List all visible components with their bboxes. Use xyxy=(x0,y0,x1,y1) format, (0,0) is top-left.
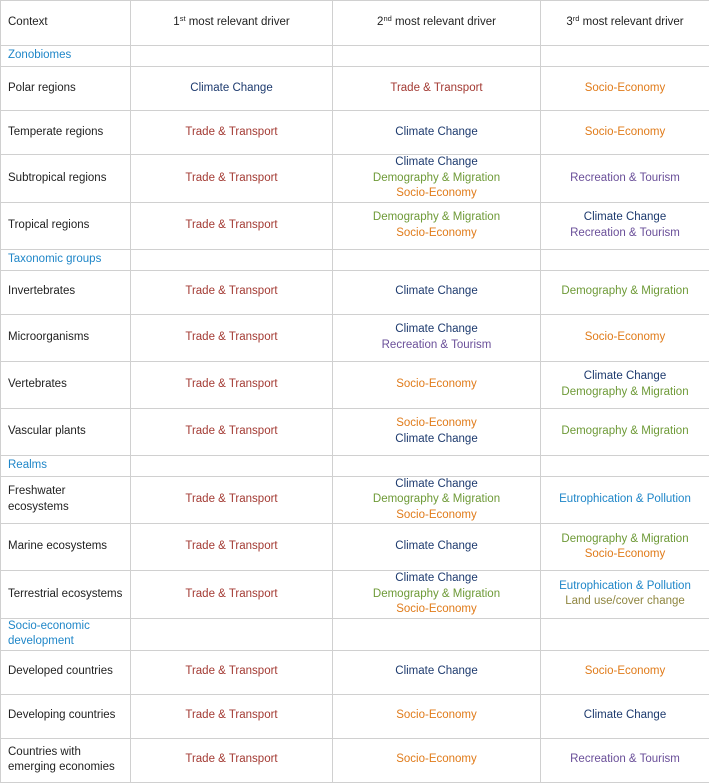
driver-label: Climate Change xyxy=(548,210,702,226)
driver-3-cell xyxy=(541,524,709,571)
driver-2-cell xyxy=(333,270,541,314)
driver-1-cell xyxy=(131,155,333,203)
section-title: Socio-economic development xyxy=(1,618,131,650)
empty-cell xyxy=(131,249,333,270)
driver-label: Trade & Transport xyxy=(138,125,325,141)
driver-2-cell xyxy=(333,694,541,738)
context-cell: Subtropical regions xyxy=(1,155,131,203)
section-row xyxy=(1,249,709,270)
driver-label: Trade & Transport xyxy=(138,539,325,555)
empty-cell xyxy=(333,46,541,67)
empty-cell xyxy=(541,455,709,476)
context-cell: Invertebrates xyxy=(1,270,131,314)
driver-label: Climate Change xyxy=(340,125,533,141)
driver-3-cell xyxy=(541,314,709,361)
driver-1-cell xyxy=(131,476,333,524)
driver-2-cell xyxy=(333,524,541,571)
driver-label: Demography & Migration xyxy=(548,532,702,548)
driver-label: Climate Change xyxy=(138,81,325,97)
header-driver-3: 3rd most relevant driver xyxy=(541,1,709,46)
driver-1-cell xyxy=(131,650,333,694)
driver-label: Demography & Migration xyxy=(340,171,533,187)
driver-1-cell xyxy=(131,202,333,249)
driver-3-cell xyxy=(541,202,709,249)
empty-cell xyxy=(131,455,333,476)
driver-3-cell xyxy=(541,738,709,782)
empty-cell xyxy=(333,455,541,476)
driver-label: Climate Change xyxy=(340,432,533,448)
context-cell: Microorganisms xyxy=(1,314,131,361)
context-cell: Vertebrates xyxy=(1,361,131,408)
driver-label: Eutrophication & Pollution xyxy=(548,492,702,508)
driver-3-cell xyxy=(541,361,709,408)
empty-cell xyxy=(541,46,709,67)
driver-label: Socio-Economy xyxy=(548,664,702,680)
driver-label: Climate Change xyxy=(548,369,702,385)
driver-label: Climate Change xyxy=(340,322,533,338)
context-cell: Marine ecosystems xyxy=(1,524,131,571)
driver-label: Trade & Transport xyxy=(138,424,325,440)
header-driver-1: 1st most relevant driver xyxy=(131,1,333,46)
table-row xyxy=(1,571,709,619)
driver-label: Recreation & Tourism xyxy=(548,752,702,768)
driver-label: Climate Change xyxy=(340,571,533,587)
driver-1-cell xyxy=(131,571,333,619)
table-row xyxy=(1,67,709,111)
driver-1-cell xyxy=(131,408,333,455)
driver-2-cell xyxy=(333,650,541,694)
driver-3-cell xyxy=(541,408,709,455)
driver-label: Trade & Transport xyxy=(138,587,325,603)
driver-label: Socio-Economy xyxy=(548,547,702,563)
driver-label: Socio-Economy xyxy=(548,125,702,141)
driver-label: Recreation & Tourism xyxy=(548,226,702,242)
driver-label: Trade & Transport xyxy=(138,664,325,680)
empty-cell xyxy=(131,618,333,650)
driver-1-cell xyxy=(131,361,333,408)
context-cell: Vascular plants xyxy=(1,408,131,455)
driver-1-cell xyxy=(131,738,333,782)
table-row xyxy=(1,361,709,408)
context-cell: Freshwater ecosystems xyxy=(1,476,131,524)
section-row xyxy=(1,455,709,476)
context-cell: Developed countries xyxy=(1,650,131,694)
driver-3-cell xyxy=(541,571,709,619)
driver-label: Socio-Economy xyxy=(340,377,533,393)
driver-3-cell xyxy=(541,155,709,203)
driver-label: Climate Change xyxy=(340,284,533,300)
driver-2-cell xyxy=(333,202,541,249)
driver-3-cell xyxy=(541,270,709,314)
driver-2-cell xyxy=(333,314,541,361)
context-cell: Countries with emerging economies xyxy=(1,738,131,782)
header-driver-2: 2nd most relevant driver xyxy=(333,1,541,46)
table-row xyxy=(1,694,709,738)
table-row xyxy=(1,155,709,203)
driver-label: Trade & Transport xyxy=(340,81,533,97)
section-row xyxy=(1,618,709,650)
empty-cell xyxy=(333,618,541,650)
driver-label: Demography & Migration xyxy=(340,587,533,603)
driver-label: Socio-Economy xyxy=(340,752,533,768)
header-row xyxy=(1,1,709,46)
driver-label: Climate Change xyxy=(340,155,533,171)
table-row xyxy=(1,270,709,314)
driver-2-cell xyxy=(333,476,541,524)
driver-label: Socio-Economy xyxy=(548,81,702,97)
driver-label: Socio-Economy xyxy=(340,602,533,618)
driver-label: Land use/cover change xyxy=(548,594,702,610)
table-row xyxy=(1,524,709,571)
driver-3-cell xyxy=(541,476,709,524)
empty-cell xyxy=(541,249,709,270)
driver-2-cell xyxy=(333,738,541,782)
section-title: Realms xyxy=(1,455,131,476)
table-body xyxy=(1,46,709,783)
driver-label: Socio-Economy xyxy=(340,416,533,432)
driver-label: Socio-Economy xyxy=(340,508,533,524)
driver-2-cell xyxy=(333,155,541,203)
driver-label: Socio-Economy xyxy=(340,708,533,724)
section-title: Taxonomic groups xyxy=(1,249,131,270)
driver-label: Socio-Economy xyxy=(340,186,533,202)
section-title: Zonobiomes xyxy=(1,46,131,67)
table-row xyxy=(1,202,709,249)
driver-label: Climate Change xyxy=(340,664,533,680)
driver-label: Climate Change xyxy=(340,539,533,555)
driver-2-cell xyxy=(333,408,541,455)
driver-label: Demography & Migration xyxy=(340,210,533,226)
driver-label: Recreation & Tourism xyxy=(340,338,533,354)
table-row xyxy=(1,476,709,524)
table-row xyxy=(1,111,709,155)
context-cell: Temperate regions xyxy=(1,111,131,155)
driver-label: Trade & Transport xyxy=(138,330,325,346)
driver-label: Trade & Transport xyxy=(138,284,325,300)
driver-2-cell xyxy=(333,67,541,111)
driver-3-cell xyxy=(541,111,709,155)
driver-1-cell xyxy=(131,314,333,361)
driver-label: Socio-Economy xyxy=(340,226,533,242)
driver-label: Trade & Transport xyxy=(138,218,325,234)
driver-label: Climate Change xyxy=(340,477,533,493)
driver-label: Trade & Transport xyxy=(138,377,325,393)
driver-label: Eutrophication & Pollution xyxy=(548,579,702,595)
driver-3-cell xyxy=(541,650,709,694)
driver-label: Demography & Migration xyxy=(548,424,702,440)
section-row xyxy=(1,46,709,67)
table-row xyxy=(1,738,709,782)
driver-label: Trade & Transport xyxy=(138,752,325,768)
header-context: Context xyxy=(1,1,131,46)
context-cell: Polar regions xyxy=(1,67,131,111)
driver-1-cell xyxy=(131,67,333,111)
driver-label: Socio-Economy xyxy=(548,330,702,346)
driver-label: Climate Change xyxy=(548,708,702,724)
driver-2-cell xyxy=(333,571,541,619)
driver-1-cell xyxy=(131,694,333,738)
driver-label: Recreation & Tourism xyxy=(548,171,702,187)
table-row xyxy=(1,650,709,694)
driver-2-cell xyxy=(333,111,541,155)
driver-label: Demography & Migration xyxy=(548,385,702,401)
empty-cell xyxy=(333,249,541,270)
empty-cell xyxy=(131,46,333,67)
driver-3-cell xyxy=(541,67,709,111)
empty-cell xyxy=(541,618,709,650)
driver-1-cell xyxy=(131,111,333,155)
driver-3-cell xyxy=(541,694,709,738)
driver-label: Trade & Transport xyxy=(138,708,325,724)
context-cell: Developing countries xyxy=(1,694,131,738)
driver-1-cell xyxy=(131,270,333,314)
table-row xyxy=(1,314,709,361)
context-cell: Tropical regions xyxy=(1,202,131,249)
context-cell: Terrestrial ecosystems xyxy=(1,571,131,619)
driver-2-cell xyxy=(333,361,541,408)
driver-label: Trade & Transport xyxy=(138,492,325,508)
driver-label: Trade & Transport xyxy=(138,171,325,187)
driver-label: Demography & Migration xyxy=(548,284,702,300)
driver-1-cell xyxy=(131,524,333,571)
table-row xyxy=(1,408,709,455)
driver-label: Demography & Migration xyxy=(340,492,533,508)
